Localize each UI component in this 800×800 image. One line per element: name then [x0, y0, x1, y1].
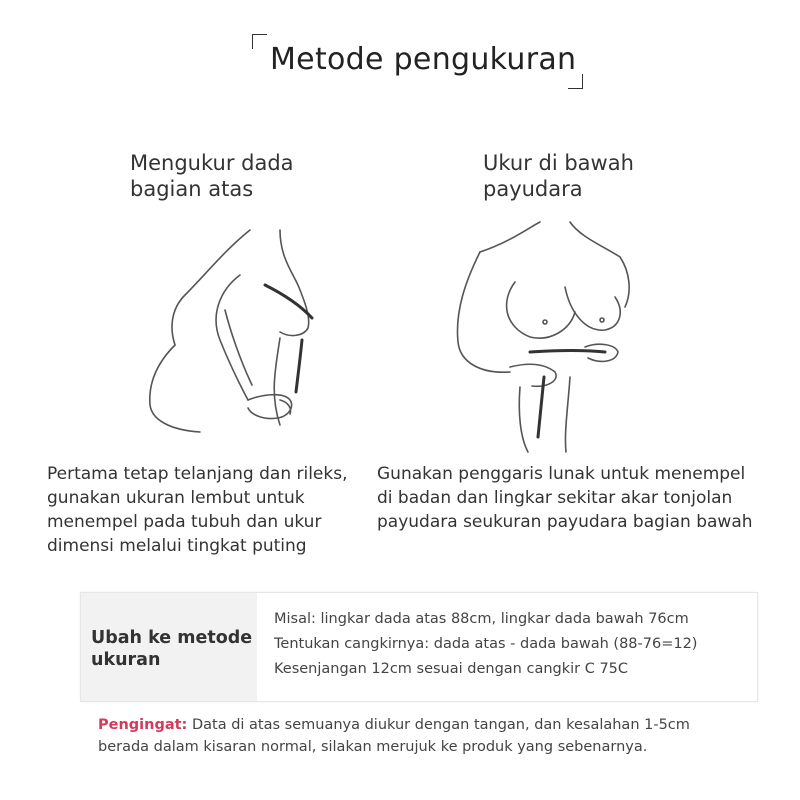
left-description-line: Pertama tetap telanjang dan rileks, — [47, 464, 348, 484]
under-bust-measurement-illustration — [420, 212, 650, 457]
conversion-example-line: Misal: lingkar dada atas 88cm, lingkar dada bawah 76cm — [274, 611, 689, 627]
conversion-example-line: Tentukan cangkirnya: dada atas - dada bawah (88-76=12) — [274, 636, 698, 652]
right-description-line: di badan dan lingkar sekitar akar tonjolan — [377, 488, 733, 508]
left-description — [47, 462, 348, 558]
left-description-line: menempel pada tubuh dan ukur — [47, 512, 322, 532]
conversion-box — [80, 592, 758, 702]
reminder-text: Data di atas semuanya diukur dengan tangan, dan kesalahan 1-5cm berada dalam kisaran normal, silakan merujuk ke produk yang sebenarnya. — [98, 717, 690, 755]
right-heading-line1: Ukur di bawah — [483, 151, 634, 175]
title-corner-top-left — [252, 34, 267, 49]
reminder-label: Pengingat: — [98, 717, 188, 733]
title-corner-bottom-right — [568, 74, 583, 89]
conversion-example-line: Kesenjangan 12cm sesuai dengan cangkir C 75C — [274, 661, 629, 677]
left-description-line: gunakan ukuran lembut untuk — [47, 488, 305, 508]
right-description — [377, 462, 753, 534]
right-description-line: payudara seukuran payudara bagian bawah — [377, 512, 753, 532]
left-description-line: dimensi melalui tingkat puting — [47, 536, 307, 556]
reminder-note — [98, 714, 738, 758]
conversion-box-label-line2: ukuran — [91, 650, 161, 670]
left-heading-line2: bagian atas — [130, 177, 254, 201]
left-heading-line1: Mengukur dada — [130, 151, 294, 175]
page-title: Metode pengukuran — [270, 42, 577, 77]
right-heading — [483, 150, 634, 202]
right-description-line: Gunakan penggaris lunak untuk menempel — [377, 464, 746, 484]
conversion-box-label-panel — [81, 593, 257, 701]
right-heading-line2: payudara — [483, 177, 583, 201]
upper-bust-measurement-illustration — [130, 220, 350, 440]
conversion-box-label — [91, 627, 252, 671]
left-heading — [130, 150, 294, 202]
conversion-box-label-line1: Ubah ke metode — [91, 628, 253, 648]
